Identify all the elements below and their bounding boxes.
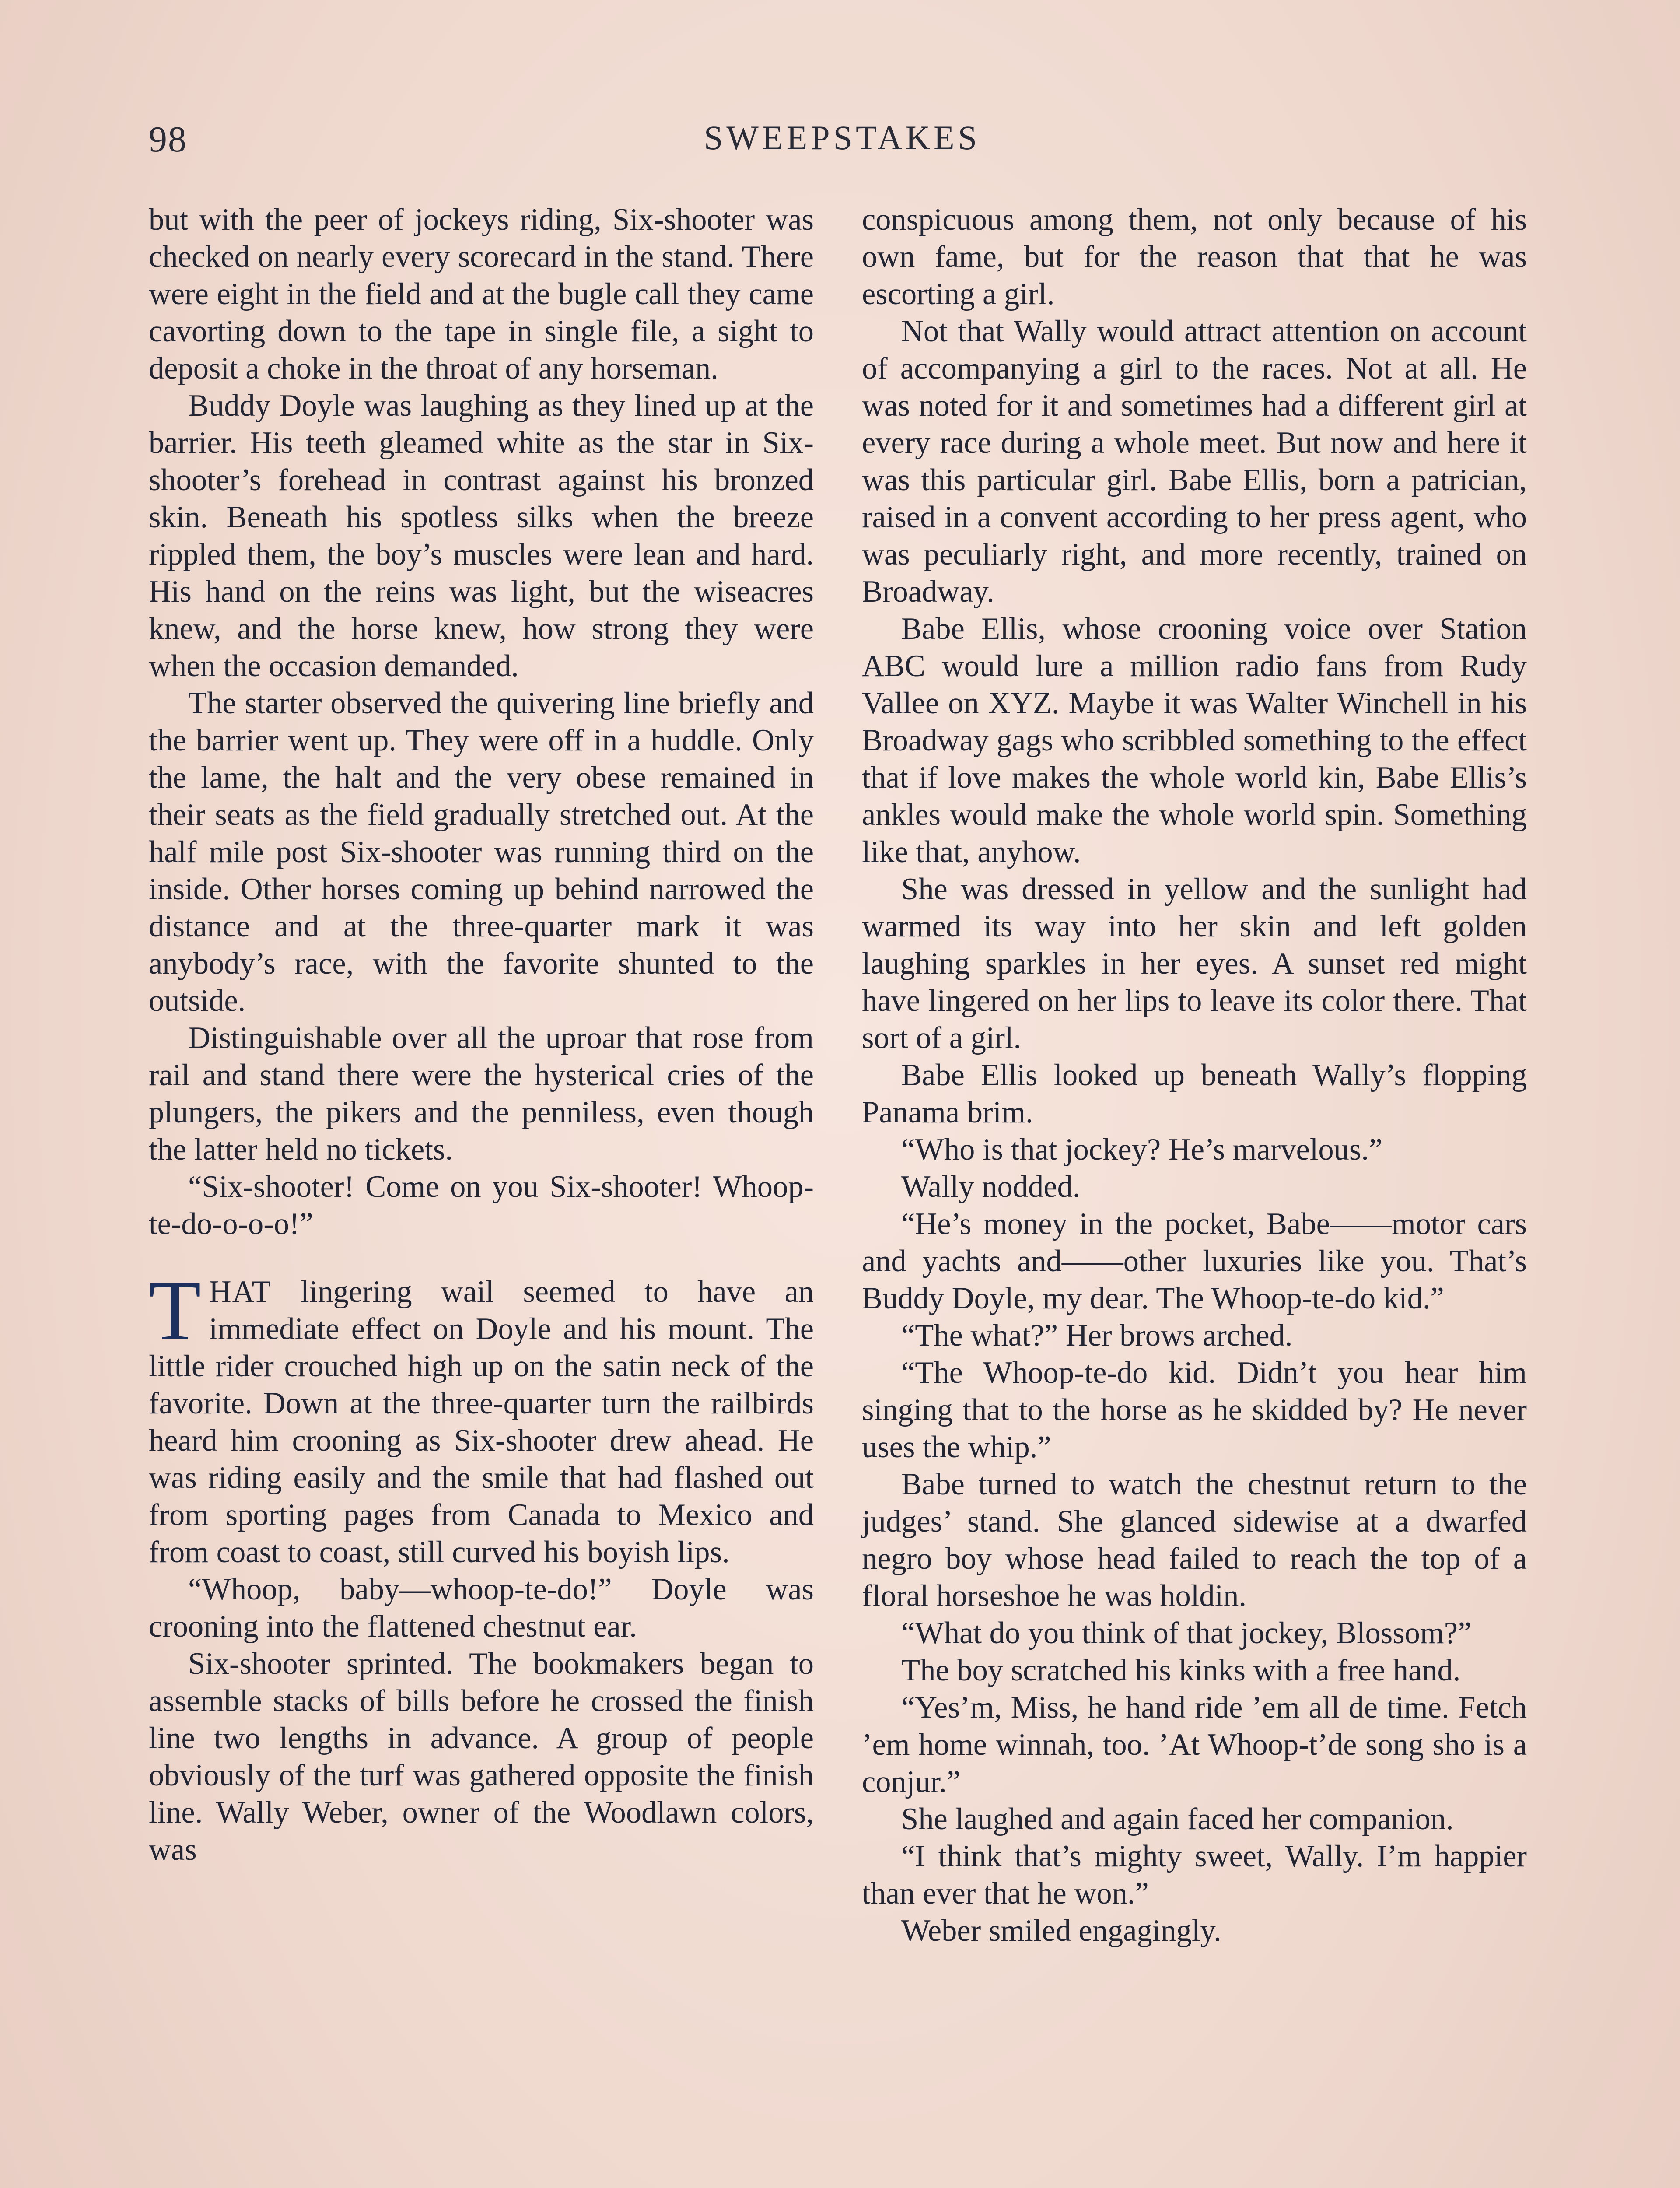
paragraph: “Whoop, baby—whoop-te-do!” Doyle was crooning into the flattened chestnut ear. [149, 1572, 814, 1644]
paragraph: “Who is that jockey? He’s marvelous.” [901, 1133, 1383, 1167]
paragraph: She laughed and again faced her companion. [901, 1802, 1454, 1836]
paragraph: conspicuous among them, not only because of his own fame, but for the reason that that he was escorting a girl. [862, 203, 1527, 311]
paragraph: but with the peer of jockeys riding, Six-shooter was checked on nearly every scorecard in the stand. There were eight in the field and at the bugle call they came cavorting down to the tape in single file, a sight to deposit a choke in the throat of any horseman. [149, 203, 814, 386]
paragraph: Distinguishable over all the uproar that rose from rail and stand there were the hysterical cries of the plungers, the pikers and the penniless, even though the latter held no tickets. [149, 1021, 814, 1167]
paragraph: Babe Ellis, whose crooning voice over Station ABC would lure a million radio fans from Rudy Vallee on XYZ. Maybe it was Walter Winchell in his Broadway gags who scribbled something to the effect that if love makes the whole world kin, Babe Ellis’s ankles would make the whole world spin. Something like that, anyhow. [862, 612, 1527, 869]
paragraph: “I think that’s mighty sweet, Wally. I’m happier than ever that he won.” [862, 1839, 1527, 1911]
running-title: SWEEPSTAKES [704, 119, 981, 157]
paragraph: Not that Wally would attract attention on account of accompanying a girl to the races. Not at all. He was noted for it and sometimes had a different girl at every race during a whole meet. But now and here it was this particular girl. Babe Ellis, born a patrician, raised in a convent according to her press agent, who was peculiarly right, and more recently, trained on Broadway. [862, 314, 1527, 609]
paragraph: The boy scratched his kinks with a free hand. [901, 1653, 1461, 1687]
paragraph: “Yes’m, Miss, he hand ride ’em all de time. Fetch ’em home winnah, too. ’At Whoop-t’de song sho is a conjur.” [862, 1690, 1527, 1799]
paragraph: Buddy Doyle was laughing as they lined up at the barrier. His teeth gleamed white as the star in Six-shooter’s forehead in contrast against his bronzed skin. Beneath his spotless silks when the breeze rippled them, the boy’s muscles were lean and hard. His hand on the reins was light, but the wiseacres knew, and the horse knew, how strong they were when the occasion demanded. [149, 389, 814, 683]
drop-cap-lead: HAT [209, 1275, 272, 1309]
paragraph-text: lingering wail seemed to have an immediate effect on Doyle and his mount. The little rider crouched high up on the satin neck of the favorite. Down at the three-quarter turn the railbirds heard him crooning as Six-shooter drew ahead. He was riding easily and the smile that had flashed out from sporting pages from Canada to Mexico and from coast to coast, still curved his boyish lips. [149, 1275, 814, 1569]
text-columns [149, 201, 1540, 2188]
drop-cap-paragraph [149, 1263, 814, 1571]
page-number: 98 [149, 119, 187, 160]
right-column [862, 201, 1527, 1950]
paragraph: Six-shooter sprinted. The bookmakers began to assemble stacks of bills before he crossed the finish line two lengths in advance. A group of people obviously of the turf was gathered opposite the finish line. Wally Weber, owner of the Woodlawn colors, was [149, 1647, 814, 1867]
paragraph: Weber smiled engagingly. [901, 1914, 1222, 1948]
left-column [149, 201, 814, 1869]
paragraph: “Six-shooter! Come on you Six-shooter! Whoop-te-do-o-o-o!” [149, 1170, 814, 1241]
paragraph: “He’s money in the pocket, Babe——motor cars and yachts and——other luxuries like you. That’s Buddy Doyle, my dear. The Whoop-te-do kid.” [862, 1207, 1527, 1315]
paragraph: Babe Ellis looked up beneath Wally’s flopping Panama brim. [862, 1058, 1527, 1129]
paragraph: Babe turned to watch the chestnut return to the judges’ stand. She glanced sidewise at a dwarfed negro boy whose head failed to reach the top of a floral horseshoe he was holdin. [862, 1467, 1527, 1613]
section-break [149, 1243, 814, 1273]
paragraph: Wally nodded. [901, 1170, 1081, 1204]
paragraph: “The what?” Her brows arched. [901, 1318, 1293, 1353]
paragraph: “What do you think of that jockey, Blossom?” [901, 1616, 1472, 1650]
paragraph: The starter observed the quivering line briefly and the barrier went up. They were off in a huddle. Only the lame, the halt and the very obese remained in their seats as the field gradually stretched out. At the half mile post Six-shooter was running third on the inside. Other horses coming up behind narrowed the distance and at the three-quarter mark it was anybody’s race, with the favorite shunted to the outside. [149, 686, 814, 1018]
drop-cap: T [149, 1263, 201, 1358]
page-header [149, 118, 1536, 166]
paragraph: “The Whoop-te-do kid. Didn’t you hear him singing that to the horse as he skidded by? He never uses the whip.” [862, 1356, 1527, 1464]
paragraph: She was dressed in yellow and the sunlight had warmed its way into her skin and left golden laughing sparkles in her eyes. A sunset red might have lingered on her lips to leave its color there. That sort of a girl. [862, 872, 1527, 1055]
